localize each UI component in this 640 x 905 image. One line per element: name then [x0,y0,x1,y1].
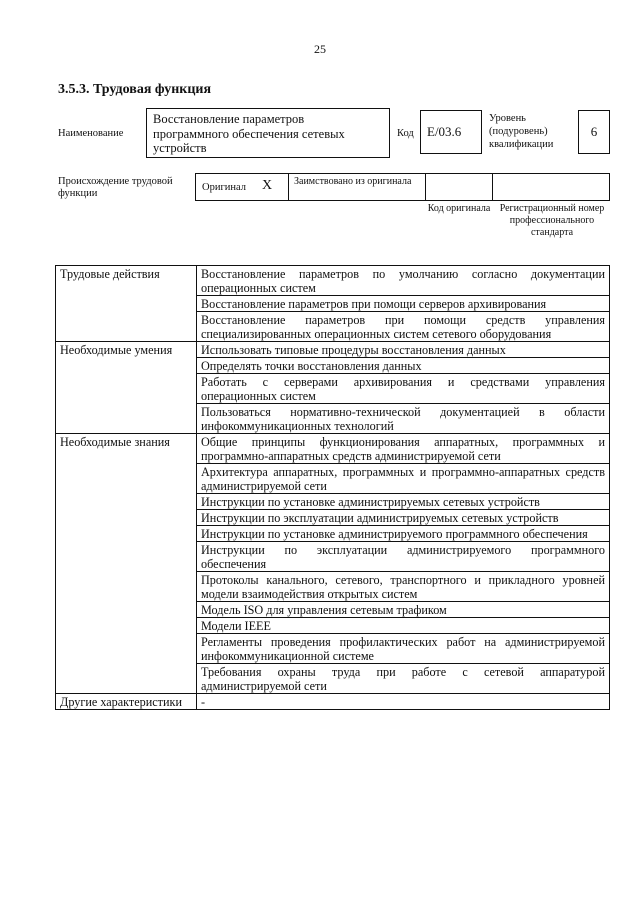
origin-label: Происхождение трудовой функции [58,176,173,199]
original-label: Оригинал [202,182,246,193]
category-other-characteristics: Другие характеристики [56,694,197,710]
list-item: Инструкции по эксплуатации администрируемого программного обеспечения [197,542,610,572]
original-mark: X [262,178,273,193]
list-item: Протоколы канального, сетевого, транспортного и прикладного уровней модели взаимодействия открытых систем [197,572,610,602]
table-row [56,266,610,296]
reg-number-cell [492,173,610,201]
table-row [56,434,610,464]
list-item: Использовать типовые процедуры восстановления данных [197,342,610,358]
list-item: Определять точки восстановления данных [197,358,610,374]
category-labor-actions: Трудовые действия [56,266,197,342]
category-required-knowledge: Необходимые знания [56,434,197,694]
list-item: Общие принципы функционирования аппаратных, программных и программно-аппаратных средств администрируемой сети [197,434,610,464]
list-item: Пользоваться нормативно-технической документацией в области инфокоммуникационных технологий [197,404,610,434]
function-code: E/03.6 [420,110,482,154]
list-item: Восстановление параметров при помощи средств управления специализированных операционных систем сетевого оборудования [197,312,610,342]
code-original-cell [425,173,493,201]
code-original-label: Код оригинала [427,203,491,214]
list-item: Архитектура аппаратных, программных и программно-аппаратных средств администрируемой сети [197,464,610,494]
table-row [56,694,610,710]
list-item: Требования охраны труда при работе с сетевой аппаратурой администрируемой сети [197,664,610,694]
function-name: Восстановление параметров программного обеспечения сетевых устройств [146,108,390,158]
category-required-skills: Необходимые умения [56,342,197,434]
list-item: Инструкции по эксплуатации администрируемых сетевых устройств [197,510,610,526]
list-item: Модель ISO для управления сетевым трафиком [197,602,610,618]
list-item: Регламенты проведения профилактических работ на администрируемой инфокоммуникационной системе [197,634,610,664]
list-item: Работать с серверами архивирования и средствами управления операционных систем [197,374,610,404]
list-item: Восстановление параметров при помощи серверов архивирования [197,296,610,312]
qualification-level: 6 [578,110,610,154]
section-heading: 3.5.3. Трудовая функция [58,82,212,97]
reg-number-label: Регистрационный номер профессионального стандарта [499,203,605,238]
list-item: - [197,694,610,710]
function-details-table [55,265,610,710]
borrowed-label: Заимствовано из оригинала [294,176,412,187]
list-item: Инструкции по установке администрируемого программного обеспечения [197,526,610,542]
name-label: Наименование [58,128,124,139]
list-item: Инструкции по установке администрируемых сетевых устройств [197,494,610,510]
page-number: 25 [314,42,326,56]
list-item: Модели IEEE [197,618,610,634]
code-label: Код [397,128,414,139]
original-cell [195,173,289,201]
borrowed-cell [288,173,426,201]
level-label: Уровень (подуровень) квалификации [489,113,554,150]
list-item: Восстановление параметров по умолчанию согласно документации операционных систем [197,266,610,296]
table-row [56,342,610,358]
